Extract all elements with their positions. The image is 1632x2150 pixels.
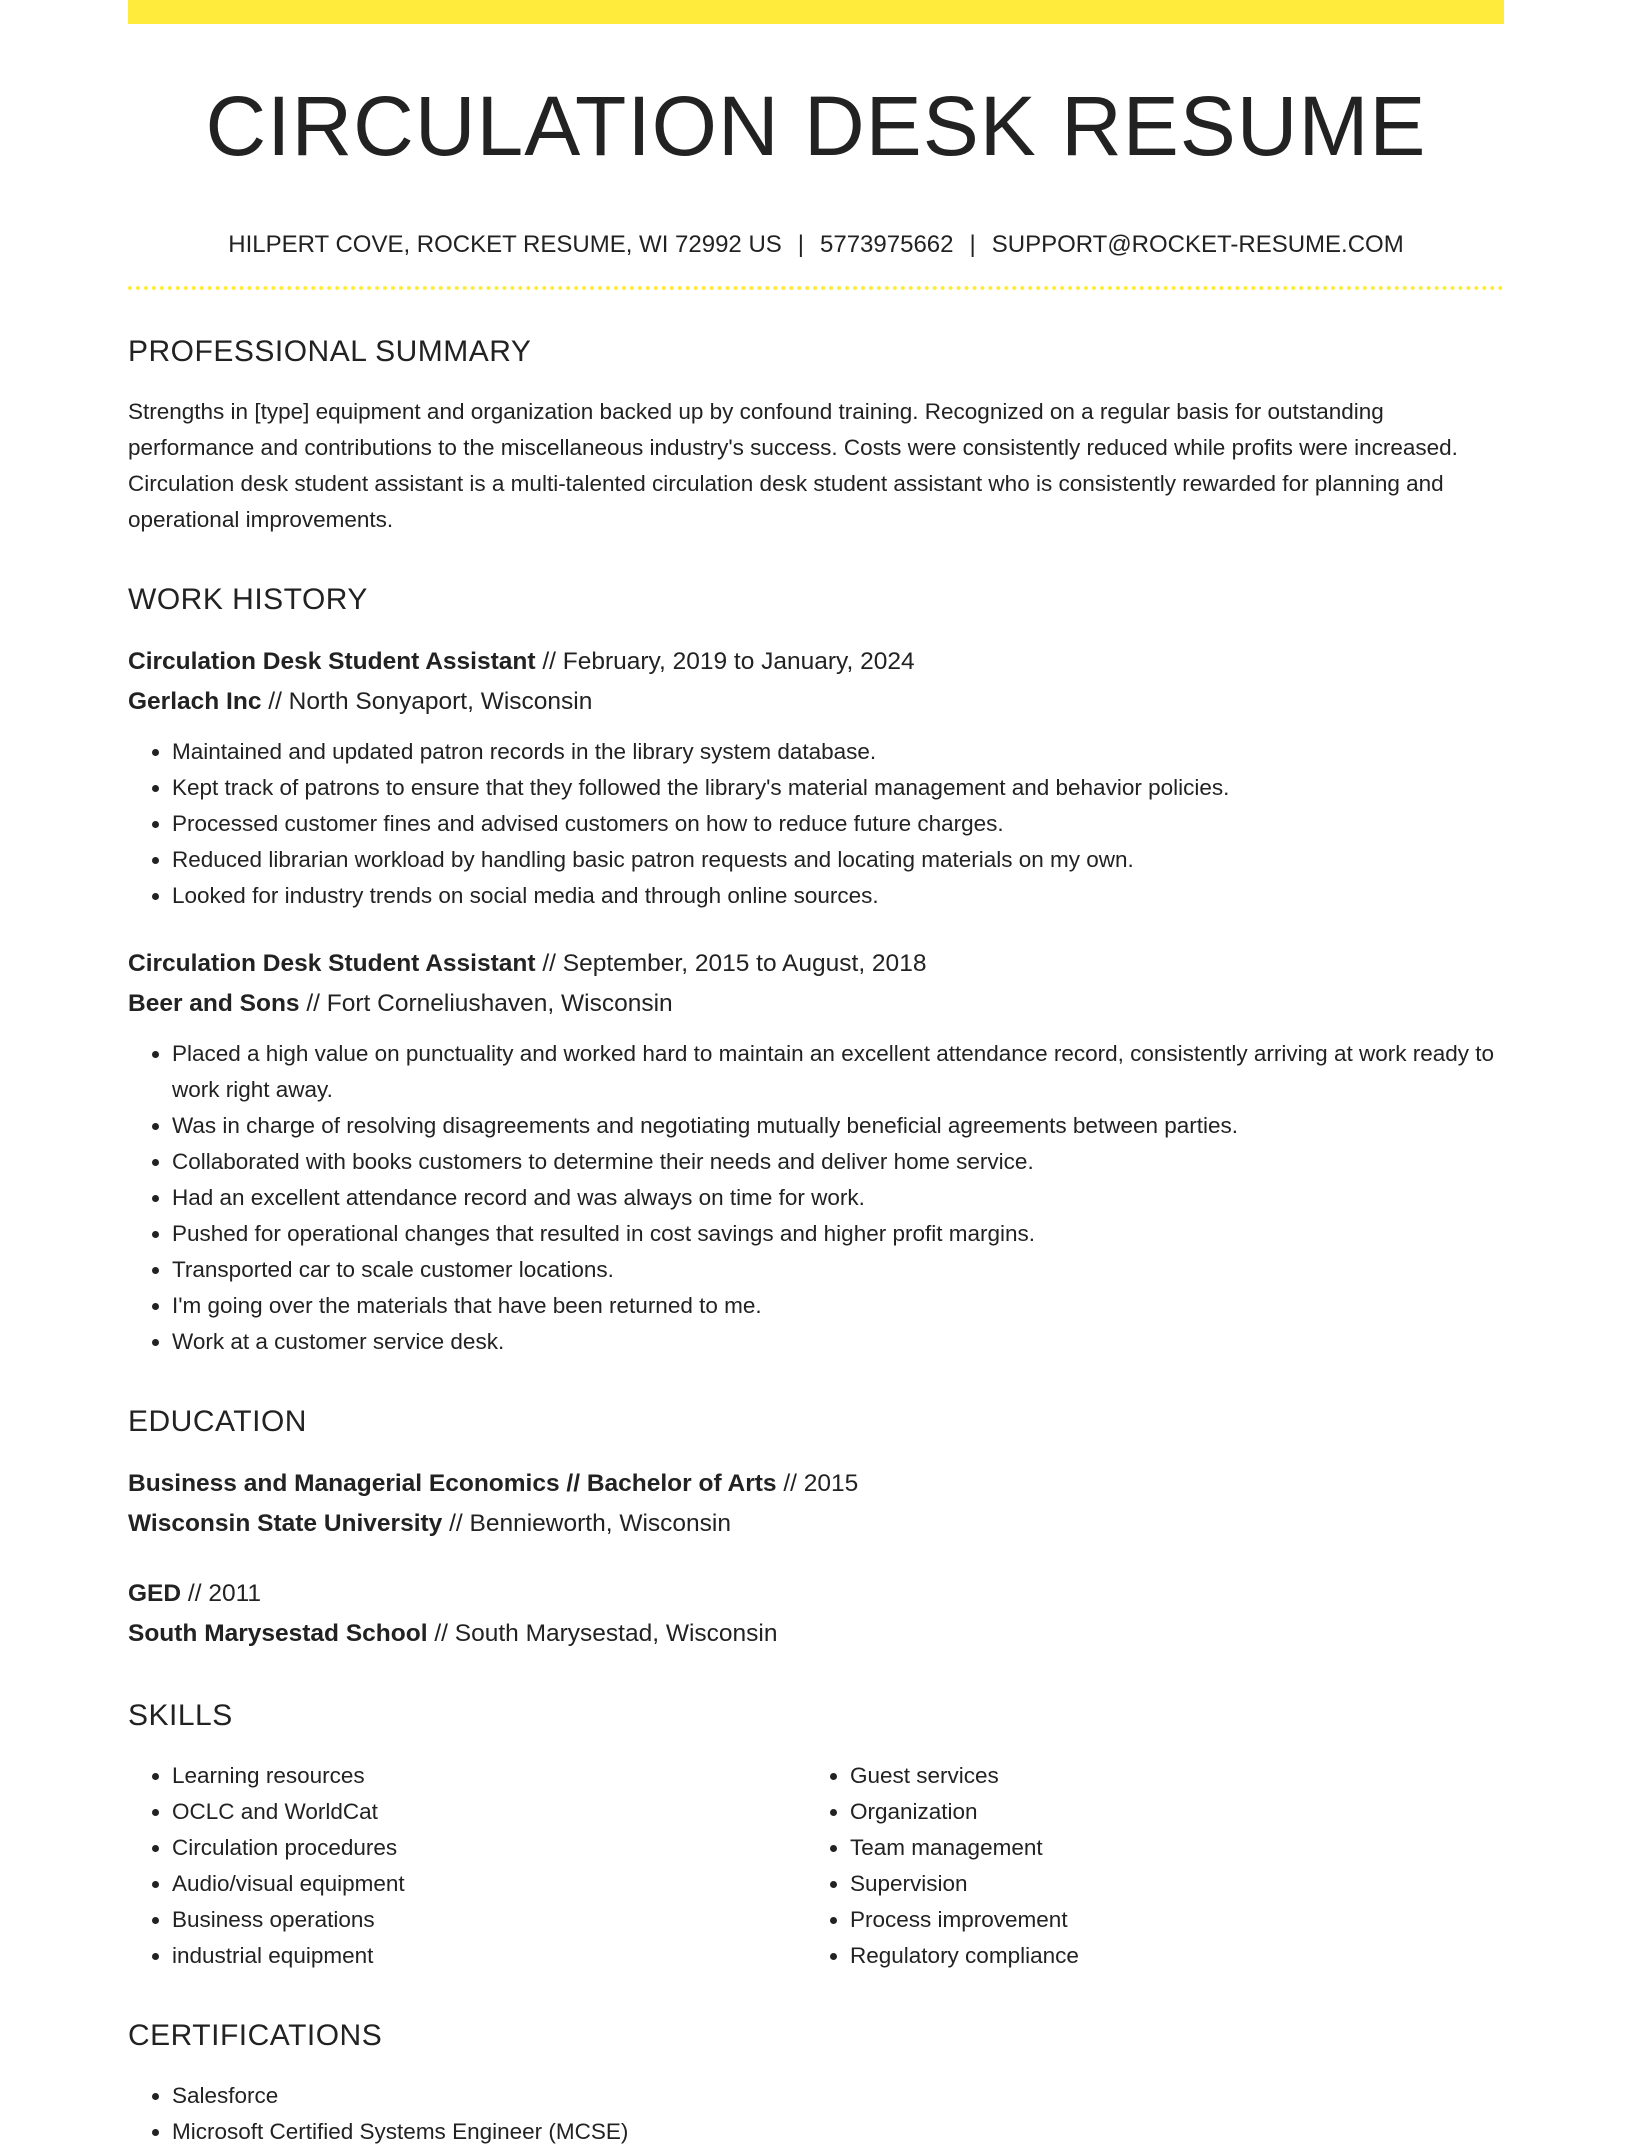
job-dates: // February, 2019 to January, 2024: [535, 647, 915, 675]
job-location: // Fort Corneliushaven, Wisconsin: [299, 989, 673, 1017]
skills-list: [128, 1758, 806, 1974]
contact-line: [128, 229, 1504, 260]
job-bullet: • Reduced librarian workload by handling basic patron requests and locating materials on my own.: [172, 842, 1504, 878]
skill-item: • industrial equipment: [172, 1938, 806, 1974]
contact-address: HILPERT COVE, ROCKET RESUME, WI 72992 US: [228, 230, 782, 258]
job-entry: [128, 642, 1504, 914]
skill-item: • Team management: [850, 1830, 1484, 1866]
contact-separator: |: [797, 230, 805, 258]
contact-email: SUPPORT@ROCKET-RESUME.COM: [991, 230, 1404, 258]
skill-item: • Supervision: [850, 1866, 1484, 1902]
job-dates: // September, 2015 to August, 2018: [535, 949, 927, 977]
certifications-list: [128, 2078, 1504, 2150]
job-bullet: • Processed customer fines and advised customers on how to reduce future charges.: [172, 806, 1504, 842]
skills-list: [806, 1758, 1484, 1974]
job-bullet: • Kept track of patrons to ensure that they followed the library's material management and behavior policies.: [172, 770, 1504, 806]
education-location: // South Marysestad, Wisconsin: [427, 1619, 778, 1647]
skill-item: • OCLC and WorldCat: [172, 1794, 806, 1830]
resume-name: CIRCULATION DESK RESUME: [205, 79, 1427, 173]
education-degree-line: [128, 1574, 1504, 1614]
skill-item: • Learning resources: [172, 1758, 806, 1794]
accent-top-bar: [128, 0, 1504, 24]
job-title-line: [128, 944, 1504, 984]
job-company: Beer and Sons: [128, 989, 300, 1017]
skill-item: • Circulation procedures: [172, 1830, 806, 1866]
dotted-divider: [128, 286, 1504, 290]
contact-phone: 5773975662: [820, 230, 954, 258]
skill-item: • Process improvement: [850, 1902, 1484, 1938]
summary-heading: PROFESSIONAL SUMMARY: [128, 334, 532, 368]
work-history-heading: WORK HISTORY: [128, 582, 368, 616]
skill-item: • Business operations: [172, 1902, 806, 1938]
resume-page: [128, 0, 1504, 2150]
job-bullet: • I'm going over the materials that have been returned to me.: [172, 1288, 1504, 1324]
certification-item: • Salesforce: [172, 2078, 1504, 2114]
contact-separator: |: [969, 230, 976, 258]
education-location: // Bennieworth, Wisconsin: [442, 1509, 731, 1537]
education-entry: [128, 1574, 1504, 1654]
education-school-line: [128, 1504, 1504, 1544]
education-school-line: [128, 1614, 1504, 1654]
skills-heading: SKILLS: [128, 1698, 233, 1732]
skills-column-left: [128, 1758, 806, 1974]
education-year: // 2015: [776, 1469, 859, 1497]
certification-item: • Microsoft Certified Systems Engineer (MCSE): [172, 2114, 1504, 2150]
skill-item: • Guest services: [850, 1758, 1484, 1794]
skills-columns: [128, 1758, 1504, 1974]
job-bullets: [128, 1036, 1504, 1360]
education-degree: GED: [128, 1579, 182, 1607]
job-bullets: [128, 734, 1504, 914]
job-company-line: [128, 682, 1504, 722]
skill-item: • Audio/visual equipment: [172, 1866, 806, 1902]
job-bullet: • Collaborated with books customers to determine their needs and deliver home service.: [172, 1144, 1504, 1180]
job-company: Gerlach Inc: [128, 687, 262, 715]
education-year: // 2011: [181, 1579, 262, 1607]
skill-item: • Regulatory compliance: [850, 1938, 1484, 1974]
skills-column-right: [806, 1758, 1484, 1974]
summary-text: Strengths in [type] equipment and organization backed up by confound training. Recognized on a regular basis for outstanding performance and contributions to the miscellaneous industry's success. Costs were consistently reduced while profits were increased. Circulation desk student assistant is a multi-talented circulation desk student assistant who is consistently rewarded for planning and operational improvements.: [128, 398, 1458, 532]
skill-item: • Organization: [850, 1794, 1484, 1830]
job-bullet: • Work at a customer service desk.: [172, 1324, 1504, 1360]
job-location: // North Sonyaport, Wisconsin: [261, 687, 593, 715]
job-title: Circulation Desk Student Assistant: [128, 647, 536, 675]
job-bullet: • Looked for industry trends on social media and through online sources.: [172, 878, 1504, 914]
job-company-line: [128, 984, 1504, 1024]
job-bullet: • Maintained and updated patron records in the library system database.: [172, 734, 1504, 770]
job-bullet: • Had an excellent attendance record and was always on time for work.: [172, 1180, 1504, 1216]
education-entry: [128, 1464, 1504, 1544]
job-bullet: • Transported car to scale customer locations.: [172, 1252, 1504, 1288]
education-heading: EDUCATION: [128, 1404, 307, 1438]
job-bullet: • Was in charge of resolving disagreements and negotiating mutually beneficial agreements between parties.: [172, 1108, 1504, 1144]
education-degree-line: [128, 1464, 1504, 1504]
job-entry: [128, 944, 1504, 1360]
job-title: Circulation Desk Student Assistant: [128, 949, 536, 977]
job-bullet: • Pushed for operational changes that resulted in cost savings and higher profit margins.: [172, 1216, 1504, 1252]
education-school: South Marysestad School: [128, 1619, 428, 1647]
job-title-line: [128, 642, 1504, 682]
certifications-heading: CERTIFICATIONS: [128, 2018, 383, 2052]
education-school: Wisconsin State University: [128, 1509, 443, 1537]
job-bullet: • Placed a high value on punctuality and worked hard to maintain an excellent attendance record, consistently arriving at work ready to work right away.: [172, 1036, 1504, 1108]
education-degree: Business and Managerial Economics // Bachelor of Arts: [128, 1469, 777, 1497]
